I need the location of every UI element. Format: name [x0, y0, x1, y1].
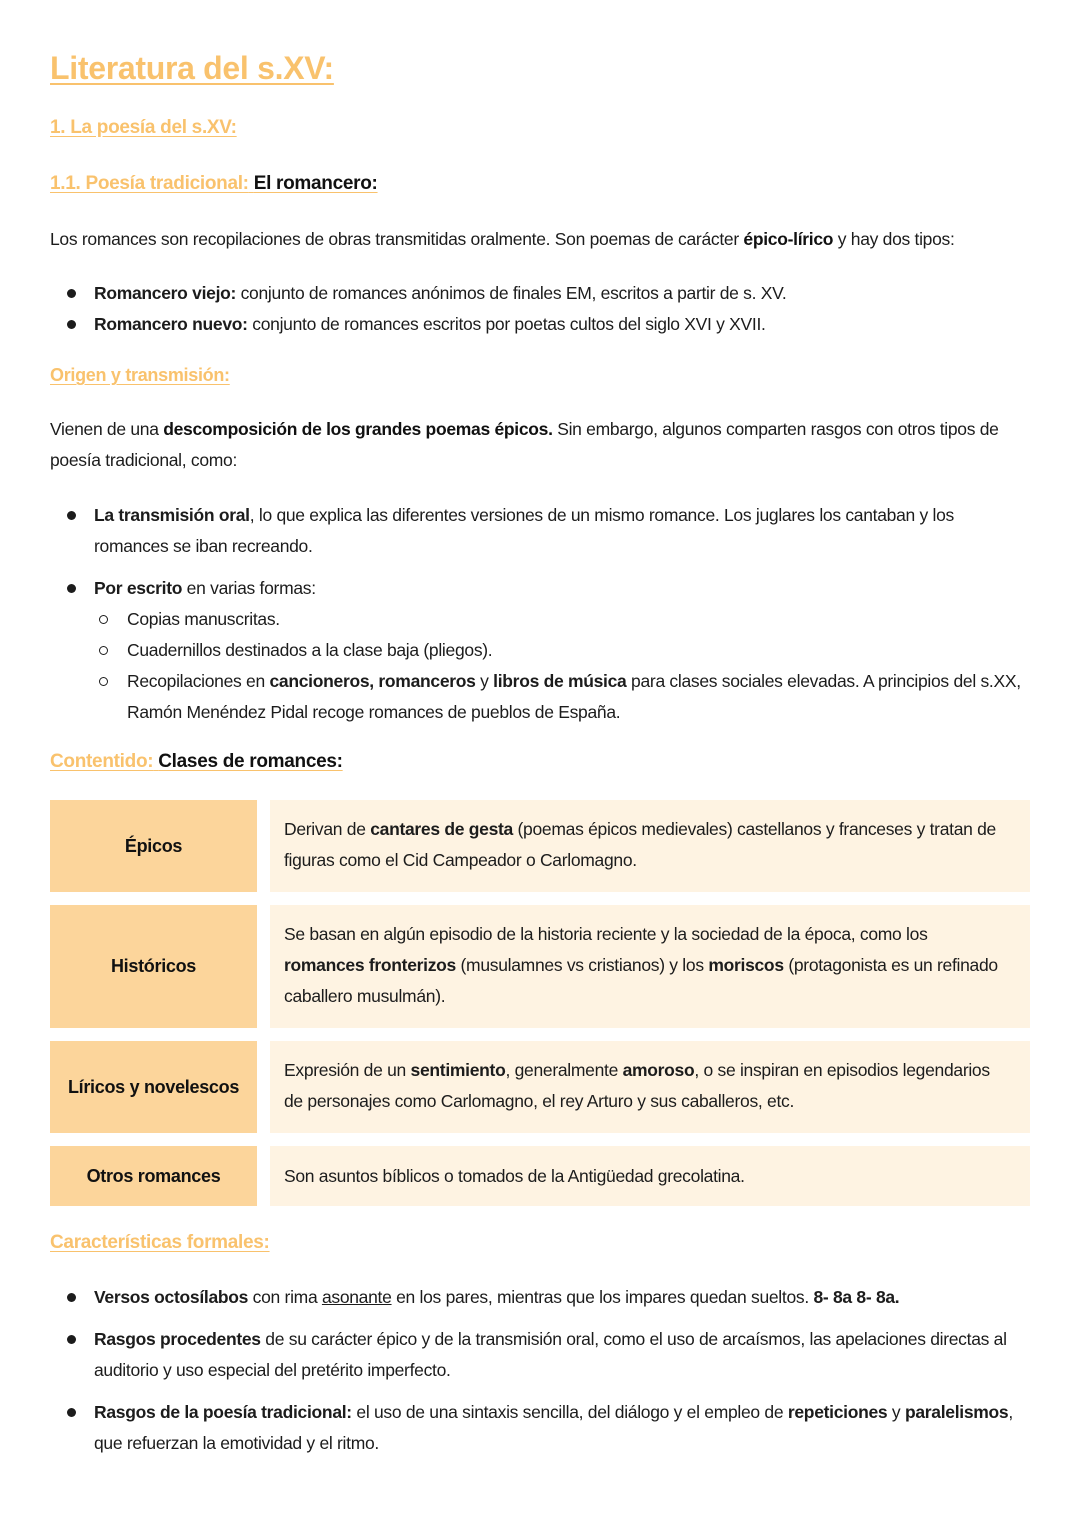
row-description-liricos: Expresión de un sentimiento, generalmente amoroso, o se inspiran en episodios legendarios de personajes como Carlomagno, el rey Arturo y sus caballeros, etc. [270, 1041, 1030, 1133]
clases-table [50, 800, 1030, 1219]
list-item: La transmisión oral, lo que explica las diferentes versiones de un mismo romance. Los juglares los cantaban y los romances se iban recreando. [50, 500, 1030, 562]
list-item: Rasgos procedentes de su carácter épico y de la transmisión oral, como el uso de arcaísmos, las apelaciones directas al auditorio y uso especial del pretérito imperfecto. [50, 1324, 1030, 1386]
row-header-otros: Otros romances [50, 1146, 257, 1206]
caracteristicas-heading: Características formales: [50, 1232, 270, 1253]
contenido-title: Clases de romances: [158, 751, 343, 772]
contenido-label: Contentido: [50, 751, 154, 772]
subsection-label: 1.1. Poesía tradicional: [50, 173, 249, 194]
row-header-historicos: Históricos [50, 905, 257, 1028]
list-item: Rasgos de la poesía tradicional: el uso de una sintaxis sencilla, del diálogo y el empleo de repeticiones y paralelismos, que refuerzan la emotividad y el ritmo. [50, 1397, 1030, 1459]
list-item: Versos octosílabos con rima asonante en los pares, mientras que los impares quedan sueltos. 8- 8a 8- 8a. [50, 1282, 1030, 1313]
table-row [50, 905, 1030, 1028]
row-header-epicos: Épicos [50, 800, 257, 892]
page-title: Literatura del s.XV: [50, 50, 334, 86]
list-item: Romancero viejo: conjunto de romances anónimos de finales EM, escritos a partir de s. XV. [50, 278, 1030, 309]
list-item: Por escrito en varias formas: Copias manuscritas. Cuadernillos destinados a la clase baja (pliegos). Recopilaciones en cancioneros, romanceros y libros de música para clases sociales elevadas. A principios del s.XX, Ramón Menéndez Pidal recoge romances de pueblos de España. [50, 573, 1030, 728]
transmision-list [50, 500, 1030, 728]
intro-paragraph: Los romances son recopilaciones de obras transmitidas oralmente. Son poemas de carácter épico-lírico y hay dos tipos: [50, 229, 955, 249]
row-description-historicos: Se basan en algún episodio de la historia reciente y la sociedad de la época, como los romances fronterizos (musulamnes vs cristianos) y los moriscos (protagonista es un refinado caballero musulmán). [270, 905, 1030, 1028]
table-row [50, 1146, 1030, 1206]
subsection-heading-poesia-tradicional [50, 173, 378, 195]
table-row [50, 800, 1030, 892]
section-heading-poesia: 1. La poesía del s.XV: [50, 117, 237, 138]
list-item: Romancero nuevo: conjunto de romances escritos por poetas cultos del siglo XVI y XVII. [50, 309, 1030, 340]
escrito-sublist [94, 604, 1030, 728]
sub-list-item: Recopilaciones en cancioneros, romanceros y libros de música para clases sociales elevadas. A principios del s.XX, Ramón Menéndez Pidal recoge romances de pueblos de España. [94, 666, 1030, 728]
caracteristicas-list [50, 1282, 1030, 1459]
sub-list-item: Cuadernillos destinados a la clase baja (pliegos). [94, 635, 1030, 666]
origen-paragraph: Vienen de una descomposición de los grandes poemas épicos. Sin embargo, algunos comparten rasgos con otros tipos de poesía tradicional, como: [50, 419, 999, 470]
row-description-otros: Son asuntos bíblicos o tomados de la Antigüedad grecolatina. [270, 1146, 1030, 1206]
origen-heading: Origen y transmisión: [50, 365, 230, 385]
sub-list-item: Copias manuscritas. [94, 604, 1030, 635]
row-header-liricos: Líricos y novelescos [50, 1041, 257, 1133]
table-row [50, 1041, 1030, 1133]
romancero-types-list [50, 278, 1030, 340]
contenido-heading [50, 751, 343, 773]
subsection-title-romancero: El romancero: [253, 173, 378, 194]
row-description-epicos: Derivan de cantares de gesta (poemas épicos medievales) castellanos y franceses y tratan de figuras como el Cid Campeador o Carlomagno. [270, 800, 1030, 892]
